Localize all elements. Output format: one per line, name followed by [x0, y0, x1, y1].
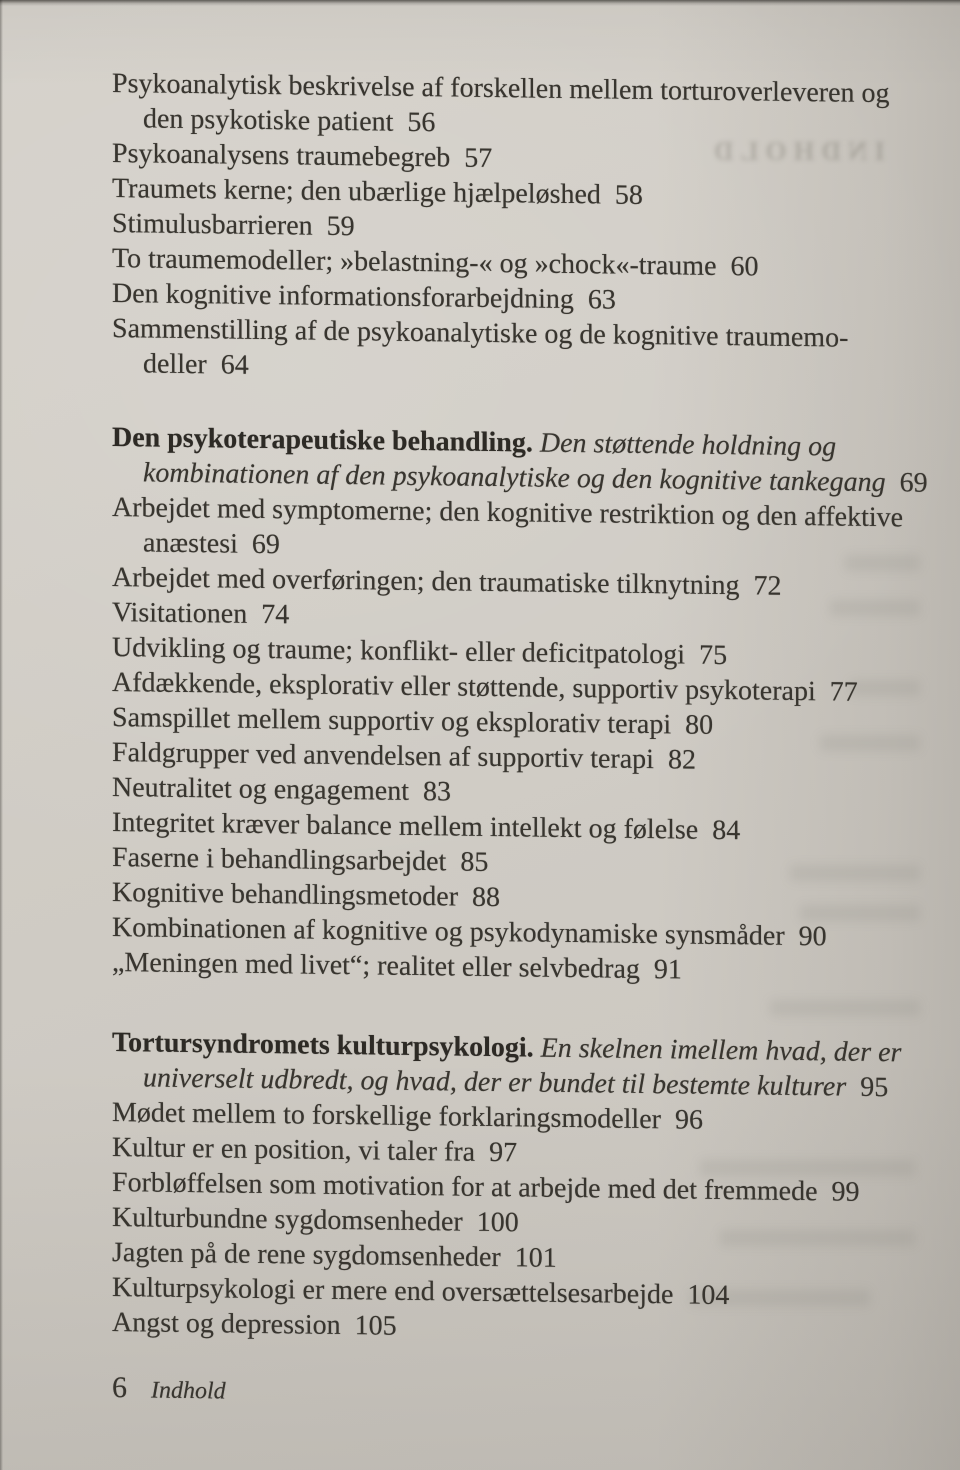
folio-page-number: 6 [112, 1371, 127, 1405]
page-number: 57 [464, 142, 493, 174]
toc-text: Jagten på de rene sygdomsenheder [112, 1237, 501, 1274]
page-number: 97 [489, 1136, 518, 1169]
page-number: 85 [460, 846, 489, 878]
page-number: 100 [476, 1206, 519, 1239]
toc-text: Udvikling og traume; konflikt- eller deficitpatologi [112, 632, 686, 671]
page-number: 63 [587, 284, 616, 316]
toc-text: Integritet kræver balance mellem intellekt og følelse [112, 807, 699, 846]
toc-text: deller [143, 348, 207, 381]
toc-text: Psykoanalysens traumebegreb [112, 138, 451, 174]
page-number: 84 [712, 814, 741, 847]
toc-text: Kulturbundne sygdomsenheder [112, 1202, 463, 1238]
toc-text: kombinationen af den psykoanalytiske og den kognitive tankegang [143, 457, 886, 499]
toc-block [112, 1025, 912, 1350]
toc-text: Faserne i behandlingsarbejdet [112, 842, 447, 878]
toc-text: To traumemodeller; »belastning-« og »chock«-traume [112, 243, 717, 282]
toc-text: Traumets kerne; den ubærlige hjælpeløshed [112, 173, 601, 211]
table-of-contents [112, 66, 928, 1405]
footer-running-title: Indhold [151, 1377, 226, 1405]
toc-text: Samspillet mellem supportiv og eksplorativ terapi [112, 702, 672, 741]
toc-text: Forbløffelsen som motivation for at arbejde med det fremmede [112, 1167, 818, 1208]
toc-text: Psykoanalytisk beskrivelse af forskellen mellem torturoverleveren og [112, 68, 890, 110]
page-number: 56 [407, 106, 436, 139]
toc-text: anæstesi [143, 527, 238, 560]
page-number: 88 [472, 881, 501, 914]
toc-text: Kulturpsykologi er mere end oversættelsesarbejde [112, 1272, 674, 1311]
page-number: 69 [251, 528, 280, 561]
page-number: 101 [514, 1242, 557, 1274]
toc-text: Angst og depression [112, 1307, 341, 1341]
toc-text: Mødet mellem to forskellige forklaringsmodeller [112, 1097, 661, 1136]
page-number: 74 [261, 598, 290, 631]
page-number: 90 [798, 920, 827, 953]
toc-text: Den kognitive informationsforarbejdning [112, 278, 574, 316]
toc-text: universelt udbredt, og hvad, der er bundet til bestemte kulturer [143, 1062, 847, 1103]
toc-text: Arbejdet med symptomerne; den kognitive restriktion og den affektive [112, 492, 904, 534]
toc-text: Tortursyndromets kulturpsykologi. [112, 1027, 541, 1064]
toc-text: En skelnen imellem hvad, der er [540, 1032, 902, 1069]
toc-text: Den psykoterapeutiske behandling. [112, 422, 540, 459]
page-number: 99 [831, 1176, 860, 1208]
page-number: 91 [653, 954, 682, 986]
page-number: 60 [730, 251, 759, 283]
toc-text: Kultur er en position, vi taler fra [112, 1132, 476, 1168]
toc-text: Neutralitet og engagement [112, 772, 409, 807]
toc-block [112, 420, 928, 990]
toc-text: Arbejdet med overføringen; den traumatiske tilknytning [112, 562, 740, 602]
toc-text: Den støttende holdning og [539, 427, 837, 463]
page-number: 58 [614, 179, 643, 211]
page-number: 69 [899, 467, 928, 499]
toc-text: Faldgrupper ved anvendelsen af supportiv terapi [112, 737, 654, 776]
toc-text: Stimulusbarrieren [112, 208, 313, 242]
footer [112, 1370, 226, 1409]
toc-block [112, 66, 912, 391]
page-number: 96 [674, 1104, 703, 1136]
page-number: 72 [753, 570, 782, 602]
toc-text: Sammenstilling af de psykoanalytiske og de kognitive traumemo- [112, 313, 849, 354]
page-number: 95 [860, 1071, 889, 1104]
bleed-through-heading: INDHOLD [706, 136, 885, 166]
toc-text: Kognitive behandlingsmetoder [112, 877, 459, 913]
page-number: 83 [423, 776, 451, 808]
page-number: 75 [699, 639, 728, 672]
toc-text: den psykotiske patient [143, 103, 394, 138]
toc-text: Afdækkende, eksplorativ eller støttende, supportiv psykoterapi [112, 667, 816, 708]
photo-top-edge [0, 0, 960, 6]
page-number: 64 [220, 349, 249, 381]
page-number: 59 [326, 210, 355, 243]
toc-text: Kombinationen af kognitive og psykodynamiske synsmåder [112, 912, 785, 952]
photo-left-edge [0, 0, 3, 1470]
page-number: 80 [685, 709, 714, 741]
page-number: 77 [829, 676, 858, 708]
page-number: 82 [667, 744, 696, 776]
toc-text: Visitationen [112, 597, 248, 630]
toc-entries [112, 66, 928, 1350]
page-number: 105 [354, 1310, 397, 1342]
toc-text: „Meningen med livet“; realitet eller selvbedrag [112, 947, 640, 985]
page-number: 104 [687, 1279, 730, 1312]
